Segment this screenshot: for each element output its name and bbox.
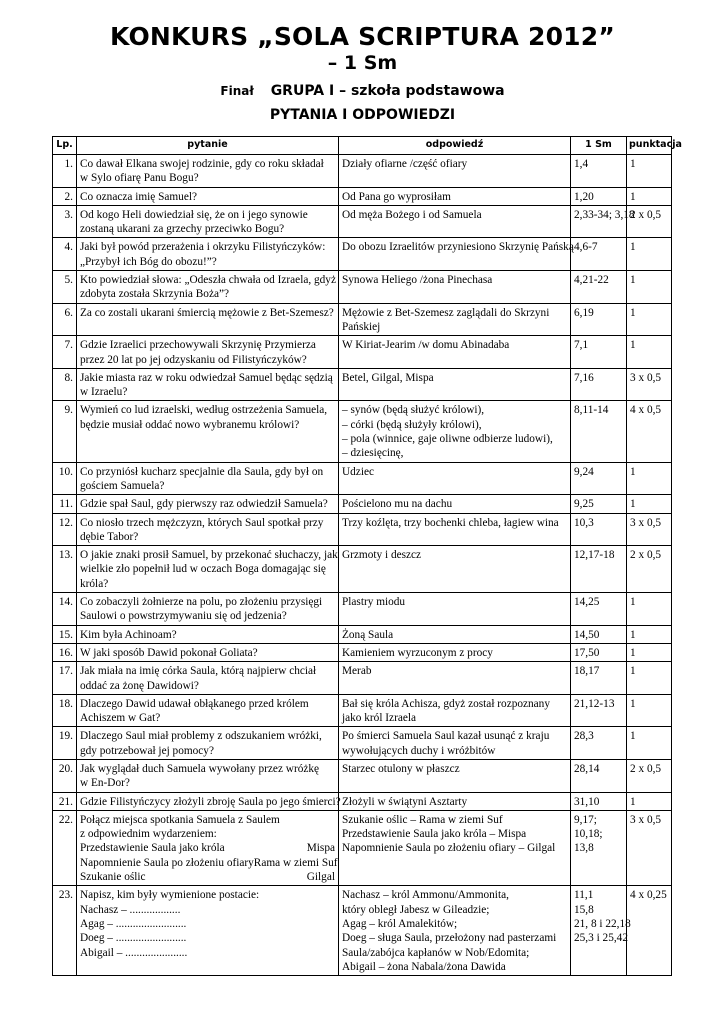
column-header-reference: 1 Sm — [571, 137, 627, 155]
row-number: 1. — [53, 155, 77, 188]
question-line: dębie Tabor? — [80, 530, 139, 543]
question-cell — [77, 662, 339, 695]
answer-cell — [339, 643, 571, 661]
answer-cell — [339, 462, 571, 495]
question-line: Wymień co lud izraelski, według ostrzeżenia Samuela, — [80, 404, 328, 417]
points-cell: 2 x 0,5 — [627, 546, 672, 593]
points-cell: 3 x 0,5 — [627, 513, 672, 546]
question-line: króla? — [80, 577, 109, 590]
answer-cell — [339, 625, 571, 643]
row-number: 3. — [53, 205, 77, 238]
question-cell — [77, 271, 339, 304]
answer-line: – pola (winnice, gaje oliwne odbierze ludowi), — [342, 433, 553, 446]
answer-line: Żoną Saula — [342, 628, 394, 641]
row-number: 16. — [53, 643, 77, 661]
answer-line: – córki (będą służyły królowi), — [342, 418, 482, 431]
reference-line: 13,8 — [574, 842, 594, 855]
question-line: zostaną ukarani za grzechy przeciwko Bogu? — [80, 223, 285, 236]
question-line: „Przybył ich Bóg do obozu!”? — [80, 255, 217, 268]
question-cell — [77, 727, 339, 760]
question-cell — [77, 303, 339, 336]
row-number: 23. — [53, 886, 77, 976]
reference-line: 1,20 — [574, 190, 594, 203]
reference-cell — [571, 792, 627, 810]
row-number: 20. — [53, 759, 77, 792]
question-line: gdy potrzebował jej pomocy? — [80, 744, 214, 757]
answer-line: – dziesięcinę, — [342, 447, 404, 460]
answer-line: Trzy koźlęta, trzy bochenki chleba, łagiew wina — [342, 516, 559, 529]
question-line: przez 20 lat po jej odzyskaniu od Filistyńczyków? — [80, 353, 307, 366]
answer-cell — [339, 271, 571, 304]
question-line: Dlaczego Dawid udawał obłąkanego przed królem — [80, 697, 309, 710]
answer-line: Agag – król Amalekitów; — [342, 917, 458, 930]
question-line: Co zobaczyli żołnierze na polu, po złożeniu przysięgi — [80, 596, 323, 609]
table-row — [53, 792, 672, 810]
reference-line: 21, 8 i 22,18 — [574, 917, 631, 930]
points-cell: 1 — [627, 643, 672, 661]
row-number: 15. — [53, 625, 77, 643]
reference-cell — [571, 336, 627, 369]
answer-cell — [339, 155, 571, 188]
question-cell — [77, 368, 339, 401]
reference-line: 31,10 — [574, 795, 600, 808]
reference-line: 14,50 — [574, 628, 600, 641]
answer-line: Starzec otulony w płaszcz — [342, 762, 460, 775]
question-line: wielkie zło popełnił lud w oczach Boga domagając się — [80, 563, 326, 576]
group-line — [0, 82, 725, 100]
question-line: Napisz, kim były wymienione postacie: — [80, 889, 260, 902]
row-number: 10. — [53, 462, 77, 495]
column-header-question: pytanie — [77, 137, 339, 155]
row-number: 6. — [53, 303, 77, 336]
question-line: Jak wyglądał duch Samuela wywołany przez wróżkę — [80, 762, 320, 775]
reference-line: 9,25 — [574, 498, 594, 511]
match-place: Mispa — [306, 842, 335, 855]
question-cell — [77, 643, 339, 661]
answer-cell — [339, 238, 574, 271]
question-line: Połącz miejsca spotkania Samuela z Saulem — [80, 813, 280, 826]
answer-cell — [339, 205, 571, 238]
match-line — [80, 856, 338, 870]
points-cell: 1 — [627, 727, 672, 760]
question-line: Abigail – ...................... — [80, 946, 188, 959]
stage-label: Finał — [220, 84, 254, 98]
reference-line: 9,17; — [574, 813, 597, 826]
reference-line: 4,6-7 — [574, 241, 598, 254]
points-cell: 1 — [627, 694, 672, 727]
points-cell: 1 — [627, 187, 672, 205]
question-line: Gdzie Izraelici przechowywali Skrzynię Przymierza — [80, 339, 316, 352]
reference-cell — [571, 546, 627, 593]
question-cell — [77, 238, 339, 271]
answer-cell — [339, 694, 571, 727]
reference-line: 11,1 — [574, 889, 594, 902]
question-line: Agag – ......................... — [80, 917, 187, 930]
match-place: Rama w ziemi Suf — [253, 856, 338, 869]
question-line: Achiszem w Gat? — [80, 712, 161, 725]
reference-line: 28,14 — [574, 762, 600, 775]
table-body — [53, 155, 672, 976]
reference-line: 6,19 — [574, 306, 594, 319]
answer-cell — [339, 187, 571, 205]
question-cell — [77, 205, 339, 238]
question-cell — [77, 546, 339, 593]
points-cell: 1 — [627, 155, 672, 188]
question-line: zdobyta została Skrzynia Boża”? — [80, 288, 229, 301]
points-cell: 1 — [627, 792, 672, 810]
answer-line: Przedstawienie Saula jako króla – Mispa — [342, 828, 527, 841]
points-cell: 2 x 0,5 — [627, 759, 672, 792]
answer-line: Grzmoty i deszcz — [342, 549, 422, 562]
reference-cell — [571, 495, 627, 513]
points-cell: 1 — [627, 462, 672, 495]
table-row — [53, 336, 672, 369]
reference-cell — [571, 727, 627, 760]
match-place: Gilgal — [306, 871, 335, 884]
question-line: Od kogo Heli dowiedział się, że on i jego synowie — [80, 208, 308, 221]
question-cell — [77, 886, 339, 976]
question-line: Doeg – ......................... — [80, 932, 187, 945]
row-number: 9. — [53, 401, 77, 462]
answer-line: Mężowie z Bet-Szemesz zaglądali do Skrzyni — [342, 306, 550, 319]
question-line: Nachasz – .................. — [80, 903, 181, 916]
question-line: gościem Samuela? — [80, 479, 165, 492]
question-line: Za co zostali ukarani śmiercią mężowie z Bet-Szemesz? — [80, 306, 334, 319]
column-header-answer: odpowiedź — [339, 137, 571, 155]
reference-cell — [571, 513, 627, 546]
question-line: O jakie znaki prosił Samuel, by przekonać słuchaczy, jak — [80, 549, 338, 562]
reference-cell — [571, 643, 627, 661]
reference-cell — [571, 625, 627, 643]
table-row — [53, 810, 672, 885]
table-row — [53, 694, 672, 727]
table-row — [53, 513, 672, 546]
row-number: 7. — [53, 336, 77, 369]
answer-line: Synowa Heliego /żona Pinechasa — [342, 274, 493, 287]
table-row — [53, 593, 672, 626]
match-event: Napomnienie Saula po złożeniu ofiary — [80, 856, 254, 869]
question-cell — [77, 792, 339, 810]
question-cell — [77, 625, 339, 643]
answer-line: Od Pana go wyprosiłam — [342, 190, 451, 203]
reference-cell — [571, 401, 627, 462]
table-row — [53, 238, 672, 271]
table-row — [53, 727, 672, 760]
answer-line: Kamieniem wyrzuconym z procy — [342, 646, 493, 659]
answer-line: – synów (będą służyć królowi), — [342, 404, 485, 417]
answer-line: Abigail – żona Nabala/żona Dawida — [342, 960, 506, 973]
answer-line: Betel, Gilgal, Mispa — [342, 371, 434, 384]
column-header-points: punktacja — [627, 137, 672, 155]
reference-line: 8,11-14 — [574, 404, 609, 417]
match-line — [80, 870, 335, 884]
reference-cell — [571, 303, 627, 336]
question-line: Jaki był powód przerażenia i okrzyku Filistyńczyków: — [80, 241, 326, 254]
row-number: 13. — [53, 546, 77, 593]
points-cell: 4 x 0,25 — [627, 886, 672, 976]
points-cell: 1 — [627, 662, 672, 695]
row-number: 4. — [53, 238, 77, 271]
reference-cell — [571, 759, 627, 792]
table-row — [53, 662, 672, 695]
reference-line: 2,33-34; 3,18 — [574, 208, 635, 221]
answer-line: Doeg – sługa Saula, przełożony nad pasterzami — [342, 932, 557, 945]
question-cell — [77, 401, 339, 462]
points-cell: 1 — [627, 593, 672, 626]
question-line: z odpowiednim wydarzeniem: — [80, 828, 217, 841]
answer-cell — [339, 303, 571, 336]
answer-line: Napomnienie Saula po złożeniu ofiary – Gilgal — [342, 842, 556, 855]
question-line: Jakie miasta raz w roku odwiedzał Samuel będąc sędzią — [80, 371, 333, 384]
table-row — [53, 625, 672, 643]
reference-cell — [571, 205, 635, 238]
question-line: W jaki sposób Dawid pokonał Goliata? — [80, 646, 258, 659]
question-line: Co oznacza imię Samuel? — [80, 190, 198, 203]
question-line: będzie musiał oddać nowo wybranemu królowi? — [80, 418, 300, 431]
points-cell: 1 — [627, 336, 672, 369]
questions-table — [52, 136, 682, 976]
reference-line: 18,17 — [574, 665, 600, 678]
table-row — [53, 303, 672, 336]
table-row — [53, 271, 672, 304]
reference-cell — [571, 886, 631, 976]
question-line: Gdzie Filistyńczycy złożyli zbroję Saula po jego śmierci? — [80, 795, 341, 808]
question-line: Dlaczego Saul miał problemy z odszukaniem wróżki, — [80, 730, 322, 743]
table-row — [53, 187, 672, 205]
question-cell — [77, 593, 339, 626]
table-row — [53, 401, 672, 462]
answer-cell — [339, 792, 571, 810]
question-cell — [77, 462, 339, 495]
table-row — [53, 759, 672, 792]
match-event: Szukanie oślic — [80, 871, 146, 884]
group-label: GRUPA I – szkoła podstawowa — [270, 83, 505, 99]
question-line: Co dawał Elkana swojej rodzinie, gdy co roku składał — [80, 158, 324, 170]
answer-line: który obległ Jabesz w Gileadzie; — [342, 903, 490, 916]
reference-line: 1,4 — [574, 158, 589, 170]
row-number: 12. — [53, 513, 77, 546]
answer-cell — [339, 593, 571, 626]
question-cell — [77, 513, 339, 546]
question-line: w Sylo ofiarę Panu Bogu? — [80, 172, 199, 185]
document-subtitle: – 1 Sm — [327, 52, 398, 74]
answer-cell — [339, 401, 571, 462]
question-line: Co niosło trzech mężczyzn, których Saul spotkał przy — [80, 516, 324, 529]
question-cell — [77, 495, 339, 513]
points-cell: 2 x 0,5 — [627, 205, 672, 238]
answer-cell — [339, 759, 571, 792]
row-number: 2. — [53, 187, 77, 205]
reference-cell — [571, 462, 627, 495]
answer-cell — [339, 546, 571, 593]
question-cell — [77, 759, 339, 792]
answer-line: Do obozu Izraelitów przyniesiono Skrzynię Pańską — [342, 241, 574, 254]
question-cell — [77, 155, 339, 188]
question-line: Jak miała na imię córka Saula, którą najpierw chciał — [80, 665, 317, 678]
answer-cell — [339, 495, 571, 513]
answer-cell — [339, 662, 571, 695]
row-number: 14. — [53, 593, 77, 626]
reference-line: 7,16 — [574, 371, 594, 384]
table-row — [53, 546, 672, 593]
question-cell — [77, 336, 339, 369]
question-line: oddać za żonę Dawidowi? — [80, 679, 199, 692]
row-number: 22. — [53, 810, 77, 885]
section-heading: PYTANIA I ODPOWIEDZI — [269, 107, 456, 123]
question-line: Kto powiedział słowa: „Odeszła chwała od Izraela, gdyż — [80, 274, 336, 287]
reference-line: 10,3 — [574, 516, 594, 529]
question-line: w En-Dor? — [80, 777, 130, 790]
row-number: 18. — [53, 694, 77, 727]
reference-line: 4,21-22 — [574, 274, 609, 287]
answer-cell — [339, 727, 571, 760]
table-row — [53, 155, 672, 188]
answer-line: Saula/zabójca kapłanów w Nob/Edomita; — [342, 946, 530, 959]
answer-cell — [339, 810, 571, 885]
answer-cell — [339, 513, 571, 546]
row-number: 11. — [53, 495, 77, 513]
row-number: 5. — [53, 271, 77, 304]
answer-line: Merab — [342, 665, 372, 678]
question-cell — [77, 187, 339, 205]
question-line: Saulowi o powstrzymywaniu się od jedzenia? — [80, 610, 287, 623]
answer-line: Pościelono mu na dachu — [342, 498, 453, 511]
question-line: w Izraelu? — [80, 386, 128, 399]
reference-cell — [571, 662, 627, 695]
reference-line: 17,50 — [574, 646, 600, 659]
points-cell: 1 — [627, 271, 672, 304]
reference-cell — [571, 694, 627, 727]
reference-cell — [571, 238, 627, 271]
question-line: Gdzie spał Saul, gdy pierwszy raz odwiedził Samuela? — [80, 498, 328, 511]
row-number: 8. — [53, 368, 77, 401]
reference-line: 15,8 — [574, 903, 594, 916]
reference-cell — [571, 368, 627, 401]
answer-line: Od męża Bożego i od Samuela — [342, 208, 482, 221]
column-header-lp: Lp. — [53, 137, 77, 155]
points-cell: 1 — [627, 238, 672, 271]
reference-line: 10,18; — [574, 828, 603, 841]
match-event: Przedstawienie Saula jako króla — [80, 842, 225, 855]
answer-line: Złożyli w świątyni Asztarty — [342, 795, 468, 808]
answer-line: Nachasz – król Ammonu/Ammonita, — [342, 889, 509, 902]
row-number: 21. — [53, 792, 77, 810]
reference-cell — [571, 271, 627, 304]
reference-line: 7,1 — [574, 339, 589, 352]
match-line — [80, 841, 335, 855]
points-cell: 4 x 0,5 — [627, 401, 672, 462]
document-title: KONKURS „SOLA SCRIPTURA 2012” — [110, 22, 615, 51]
reference-cell — [571, 187, 627, 205]
answer-line: W Kiriat-Jearim /w domu Abinadaba — [342, 339, 510, 352]
row-number: 19. — [53, 727, 77, 760]
reference-line: 28,3 — [574, 730, 594, 743]
reference-line: 25,3 i 25,42 — [574, 932, 628, 945]
reference-line: 21,12-13 — [574, 697, 615, 710]
answer-line: Bał się króla Achisza, gdyż został rozpoznany — [342, 697, 550, 710]
table-header-row — [53, 137, 672, 155]
points-cell: 3 x 0,5 — [627, 368, 672, 401]
answer-line: Plastry miodu — [342, 596, 406, 609]
reference-cell — [571, 593, 627, 626]
answer-line: Po śmierci Samuela Saul kazał usunąć z kraju — [342, 730, 550, 743]
reference-line: 14,25 — [574, 596, 600, 609]
table-row — [53, 643, 672, 661]
table-row — [53, 495, 672, 513]
question-line: Kim była Achinoam? — [80, 628, 177, 641]
question-line: Co przyniósł kucharz specjalnie dla Saula, gdy był on — [80, 465, 324, 478]
answer-line: Szukanie oślic – Rama w ziemi Suf — [342, 813, 503, 826]
answer-cell — [339, 336, 571, 369]
table-row — [53, 886, 672, 976]
answer-cell — [339, 886, 571, 976]
reference-cell — [571, 810, 627, 885]
points-cell: 1 — [627, 495, 672, 513]
reference-line: 9,24 — [574, 465, 594, 478]
answer-line: jako król Izraela — [342, 712, 417, 725]
question-cell — [77, 810, 339, 885]
answer-line: wywołujących duchy i wróżbitów — [342, 744, 496, 757]
table-row — [53, 462, 672, 495]
question-cell — [77, 694, 339, 727]
answer-line: Działy ofiarne /część ofiary — [342, 158, 468, 170]
table-row — [53, 368, 672, 401]
reference-cell — [571, 155, 627, 188]
answer-line: Pańskiej — [342, 320, 381, 333]
points-cell: 1 — [627, 625, 672, 643]
row-number: 17. — [53, 662, 77, 695]
reference-line: 12,17-18 — [574, 549, 615, 562]
table-row — [53, 205, 672, 238]
points-cell: 1 — [627, 303, 672, 336]
answer-line: Udziec — [342, 465, 374, 478]
points-cell: 3 x 0,5 — [627, 810, 672, 885]
answer-cell — [339, 368, 571, 401]
